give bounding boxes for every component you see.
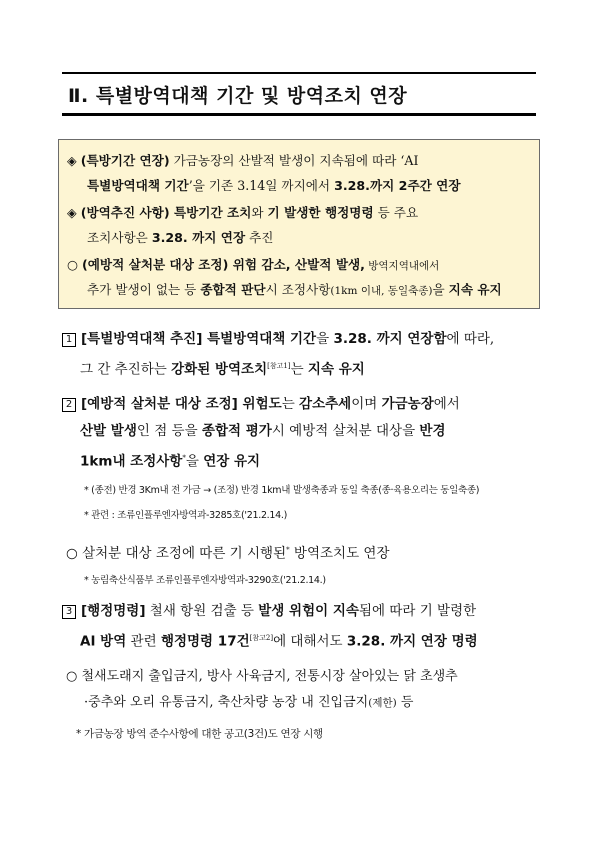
section-3-sub-item-line-1: ○ 철새도래지 출입금지, 방사 사육금지, 전통시장 살아있는 닭 초생추 xyxy=(66,669,458,684)
summary-item-2-line-1: ◈ (방역추진 사항) 특방기간 조치와 기 발생한 행정명령 등 주요 xyxy=(67,205,419,220)
section-2-note-2: * 관련 : 조류인플루엔자방역과-3285호('21.2.14.) xyxy=(84,510,288,521)
section-2-note-1: * (종전) 반경 3Km내 전 가금 → (조정) 반경 1km내 발생축종과 동일 축종(종·육용오리는 동일축종) xyxy=(84,485,480,496)
section-title: Ⅱ. 특별방역대책 기간 및 방역조치 연장 xyxy=(68,85,408,107)
section-2-line-3: 1km내 조정사항*을 연장 유지 xyxy=(80,453,261,470)
title-top-rule xyxy=(62,72,536,74)
circle-bullet-icon: ○ xyxy=(67,257,78,272)
section-2-note-3: * 농림축산식품부 조류인플루엔자방역과-3290호('21.2.14.) xyxy=(84,575,326,586)
diamond-bullet-icon: ◈ xyxy=(67,153,77,168)
diamond-bullet-icon: ◈ xyxy=(67,205,77,220)
number-box-2: 2 xyxy=(62,398,76,412)
section-2-sub-item: ○ 살처분 대상 조정에 따른 기 시행된* 방역조치도 연장 xyxy=(66,545,390,562)
section-3-line-1: 3 [행정명령] 철새 항원 검출 등 발생 위험이 지속됨에 따라 기 발령한 xyxy=(62,602,476,620)
summary-item-2-line-2: 조치사항은 3.28. 까지 연장 추진 xyxy=(87,230,274,245)
title-bottom-rule xyxy=(62,113,536,116)
summary-item-3-line-2: 추가 발생이 없는 등 종합적 판단시 조정사항(1km 이내, 동일축종)을 지속 유지 xyxy=(87,282,502,297)
summary-item-3-line-1: ○ (예방적 살처분 대상 조정) 위험 감소, 산발적 발생, 방역지역내에서 xyxy=(67,257,440,272)
summary-item-1-line-2: 특별방역대책 기간’을 기존 3.14일 까지에서 3.28.까지 2주간 연장 xyxy=(87,178,461,193)
circle-bullet-icon: ○ xyxy=(66,545,78,562)
section-3-sub-item-line-2: ·중추와 오리 유통금지, 축산차량 농장 내 진입금지(제한) 등 xyxy=(84,695,414,710)
section-1-line-1: 1 [특별방역대책 추진] 특별방역대책 기간을 3.28. 까지 연장함에 따라, xyxy=(62,330,494,348)
section-3-line-2: AI 방역 관련 행정명령 17건[참고2]에 대해서도 3.28. 까지 연장 명령 xyxy=(80,633,478,650)
summary-item-1-line-1: ◈ (특방기간 연장) 가금농장의 산발적 발생이 지속됨에 따라 ‘AI xyxy=(67,153,419,168)
summary-box xyxy=(58,139,540,309)
number-box-1: 1 xyxy=(62,333,76,347)
section-2-line-1: 2 [예방적 살처분 대상 조정] 위험도는 감소추세이며 가금농장에서 xyxy=(62,395,460,413)
section-2-line-2: 산발 발생인 점 등을 종합적 평가시 예방적 살처분 대상을 반경 xyxy=(80,423,446,439)
section-title-bar xyxy=(62,72,536,116)
circle-bullet-icon: ○ xyxy=(66,669,78,684)
number-box-3: 3 xyxy=(62,605,76,619)
section-3-note: * 가금농장 방역 준수사항에 대한 공고(3건)도 연장 시행 xyxy=(76,728,323,740)
section-1-line-2: 그 간 추진하는 강화된 방역조치[참고1]는 지속 유지 xyxy=(80,361,365,378)
